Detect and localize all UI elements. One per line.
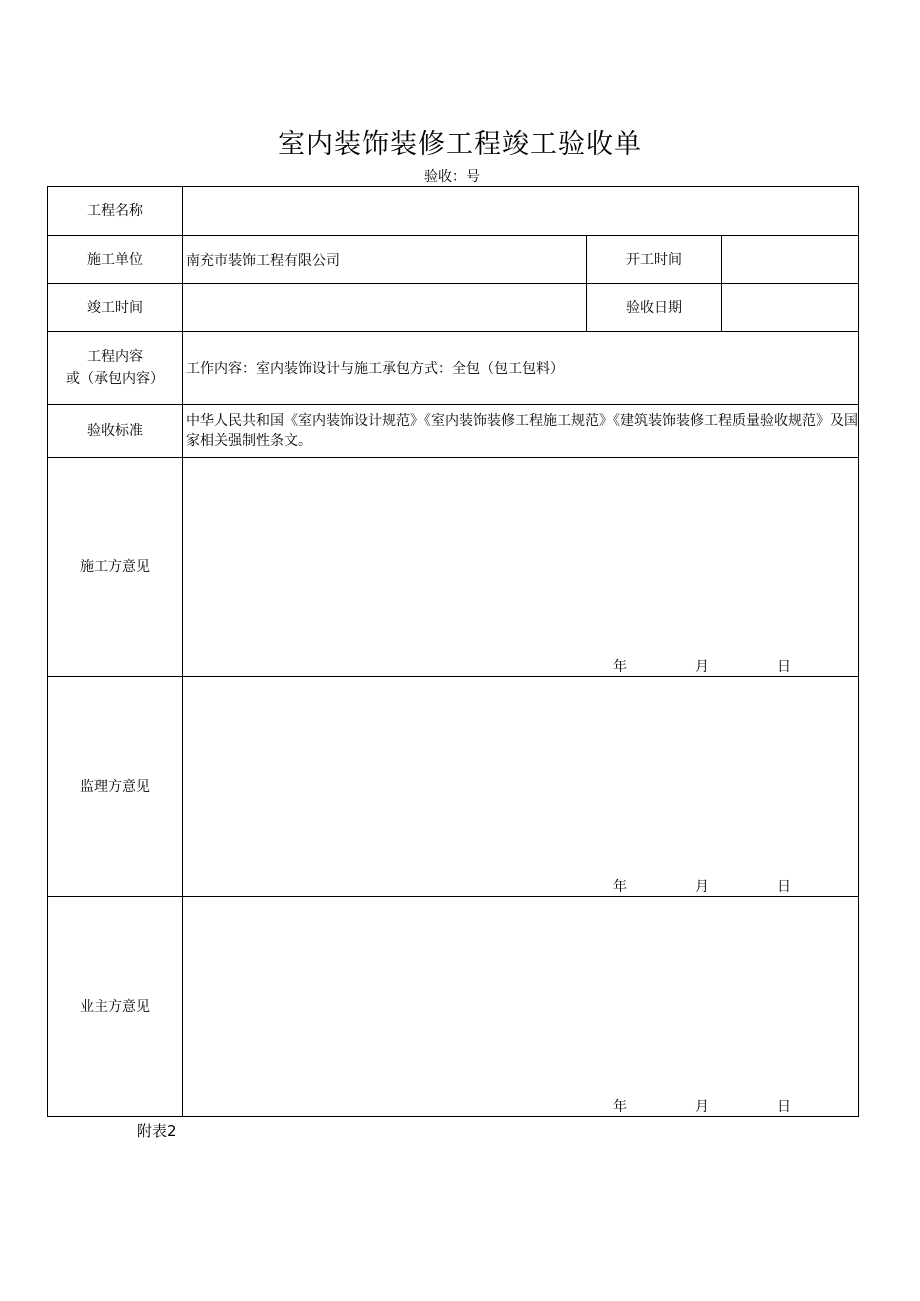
acceptance-date-label: 验收日期 — [587, 284, 722, 332]
owner-opinion-date — [183, 1096, 858, 1114]
content-label — [48, 332, 183, 405]
date-month-label: 月 — [695, 879, 709, 895]
date-day-label: 日 — [777, 879, 791, 895]
acceptance-date-field[interactable] — [722, 284, 859, 332]
project-name-label: 工程名称 — [48, 187, 183, 236]
completion-time-field[interactable] — [183, 284, 587, 332]
date-year-label: 年 — [613, 879, 627, 895]
supervisor-opinion-label: 监理方意见 — [48, 677, 183, 897]
content-label-line2: 或（承包内容） — [66, 371, 164, 387]
project-name-field[interactable] — [183, 187, 859, 236]
standard-field[interactable]: 中华人民共和国《室内装饰设计规范》《室内装饰装修工程施工规范》《建筑装饰装修工程质量验收规范》及国家相关强制性条文。 — [183, 405, 859, 458]
completion-time-label: 竣工时间 — [48, 284, 183, 332]
content-field[interactable]: 工作内容：室内装饰设计与施工承包方式：全包（包工包料） — [183, 332, 859, 405]
contractor-field[interactable]: 南充市装饰工程有限公司 — [183, 236, 587, 284]
supervisor-opinion-date — [183, 876, 858, 894]
date-year-label: 年 — [613, 1099, 627, 1115]
acceptance-form-table — [47, 186, 859, 1117]
contractor-opinion-field[interactable] — [183, 458, 859, 677]
acceptance-number: 验收：号 — [424, 169, 480, 185]
supervisor-opinion-field[interactable] — [183, 677, 859, 897]
start-time-label: 开工时间 — [587, 236, 722, 284]
appendix-label: 附表2 — [137, 1122, 177, 1140]
contractor-label: 施工单位 — [48, 236, 183, 284]
owner-opinion-label: 业主方意见 — [48, 897, 183, 1117]
start-time-field[interactable] — [722, 236, 859, 284]
content-label-line1: 工程内容 — [87, 349, 143, 365]
standard-label: 验收标准 — [48, 405, 183, 458]
owner-opinion-field[interactable] — [183, 897, 859, 1117]
contractor-opinion-label: 施工方意见 — [48, 458, 183, 677]
date-year-label: 年 — [613, 659, 627, 675]
contractor-opinion-date — [183, 656, 858, 674]
date-day-label: 日 — [777, 659, 791, 675]
date-month-label: 月 — [695, 1099, 709, 1115]
page-title: 室内装饰装修工程竣工验收单 — [278, 129, 642, 160]
date-month-label: 月 — [695, 659, 709, 675]
date-day-label: 日 — [777, 1099, 791, 1115]
